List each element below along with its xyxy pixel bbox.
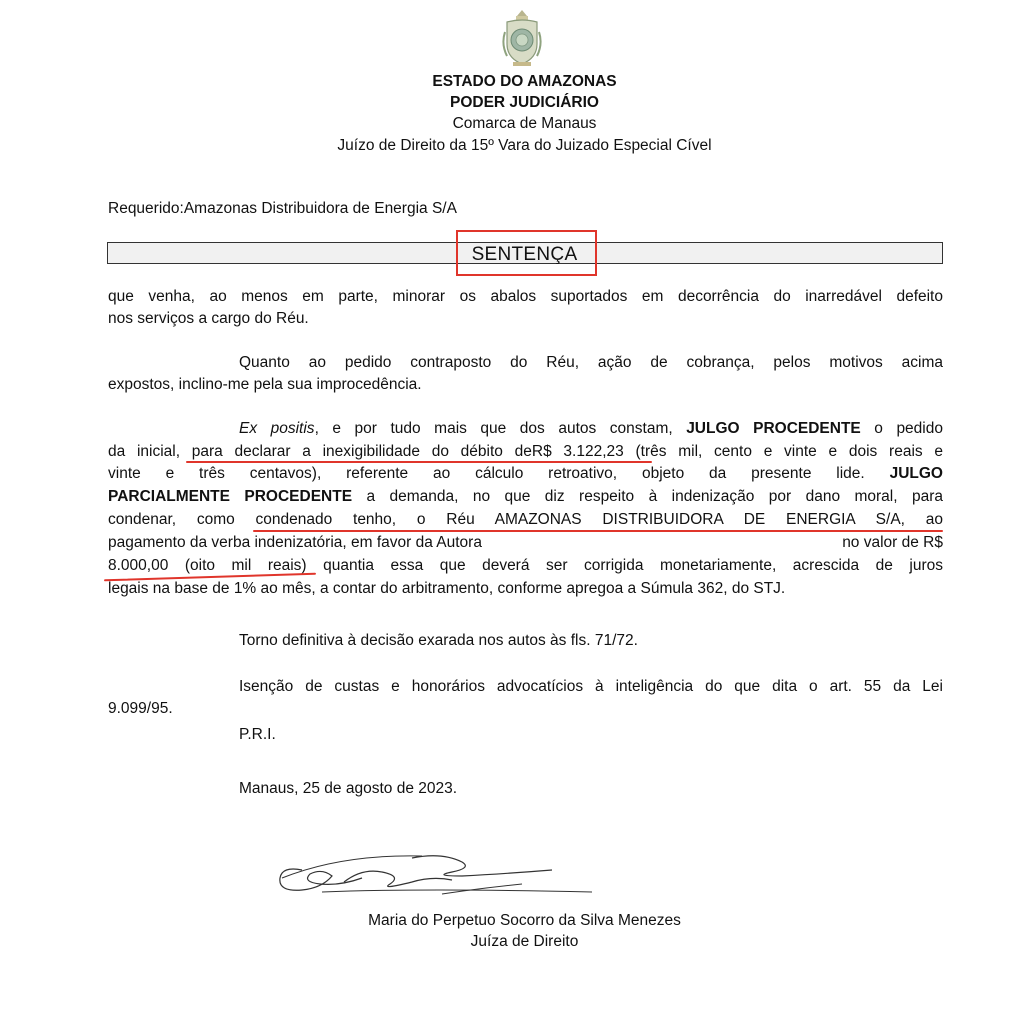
para3-line1: Ex positis, e por tudo mais que dos autos constam, JULGO PROCEDENTE o pedido — [239, 420, 943, 437]
para3-line6: pagamento da verba indenizatória, em favor da Autora no valor de R$ — [108, 534, 943, 551]
date-line: Manaus, 25 de agosto de 2023. — [239, 780, 458, 797]
verdict-procedente: JULGO PROCEDENTE — [686, 420, 861, 437]
para1-line2: nos serviços a cargo do Réu. — [108, 310, 309, 327]
para3-line2: da inicial, para declarar a inexigibilidade do débito deR$ 3.122,23 (três mil, cento e vinte e dois reais e — [108, 443, 943, 460]
para4: Torno definitiva à decisão exarada nos autos às fls. 71/72. — [239, 632, 638, 649]
para2-line2: expostos, inclino-me pela sua improcedência. — [108, 376, 422, 393]
header-branch: PODER JUDICIÁRIO — [450, 94, 599, 111]
header-court: Juízo de Direito da 15º Vara do Juizado Especial Cível — [337, 137, 712, 154]
title-highlight-box — [456, 230, 597, 276]
para3-line8: legais na base de 1% ao mês, a contar do arbitramento, conforme apregoa a Súmula 362, do STJ. — [108, 580, 786, 597]
para3-line7: 8.000,00 (oito mil reais) quantia essa que deverá ser corrigida monetariamente, acrescida de juros — [108, 557, 943, 574]
para2-line1: Quanto ao pedido contraposto do Réu, ação de cobrança, pelos motivos acima — [239, 354, 943, 371]
para1-line1: que venha, ao menos em parte, minorar os abalos suportados em decorrência do inarredável defeito — [108, 288, 943, 305]
para3-line5: condenar, como condenado tenho, o Réu AMAZONAS DISTRIBUIDORA DE ENERGIA S/A, ao — [108, 511, 943, 528]
pri-line: P.R.I. — [239, 726, 276, 743]
signatory-role: Juíza de Direito — [470, 933, 579, 950]
coat-of-arms-icon — [501, 8, 543, 68]
para3-line3: vinte e três centavos), referente ao cálculo retroativo, objeto da presente lide. JULGO — [108, 465, 943, 482]
signature-icon — [262, 848, 602, 908]
para5-line2: 9.099/95. — [108, 700, 173, 717]
requerido-line: Requerido:Amazonas Distribuidora de Energia S/A — [108, 200, 457, 217]
page-title: SENTENÇA — [471, 244, 578, 265]
underline-debt — [186, 461, 652, 463]
header-district: Comarca de Manaus — [452, 115, 597, 132]
verdict-parcialmente: PARCIALMENTE PROCEDENTE — [108, 488, 353, 505]
para5-line1: Isenção de custas e honorários advocatícios à inteligência do que dita o art. 55 da Lei — [239, 678, 943, 695]
latin-phrase: Ex positis — [239, 420, 315, 437]
signatory-name: Maria do Perpetuo Socorro da Silva Menezes — [368, 912, 681, 929]
underline-defendant — [253, 530, 943, 532]
para3-line4: PARCIALMENTE PROCEDENTE a demanda, no que diz respeito à indenização por dano moral, para — [108, 488, 943, 505]
header-state: ESTADO DO AMAZONAS — [432, 73, 617, 90]
